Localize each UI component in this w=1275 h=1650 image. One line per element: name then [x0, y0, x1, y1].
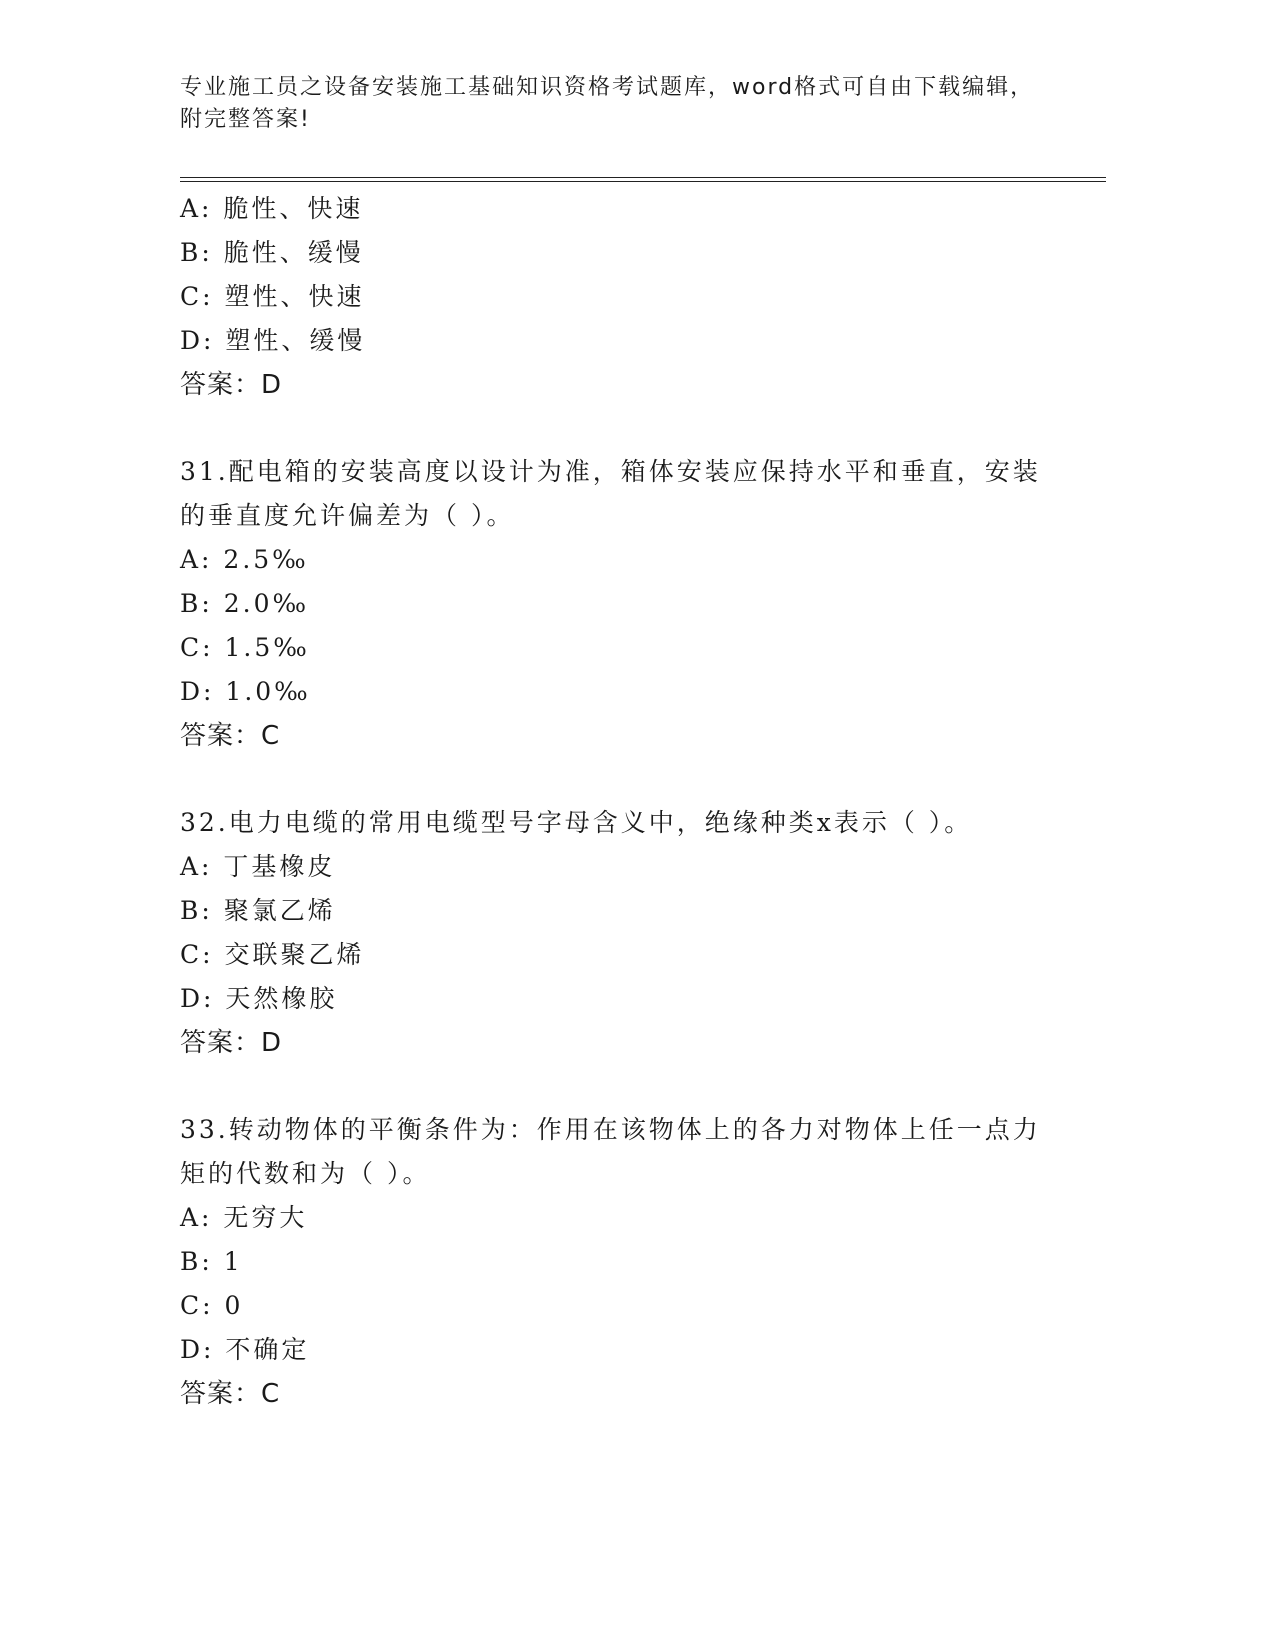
- spacer: [180, 407, 1060, 450]
- option-a: A: 2.5‰: [180, 545, 309, 574]
- answer: 答案：D: [180, 1028, 283, 1058]
- option-c: C: 塑性、快速: [180, 282, 365, 311]
- answer: 答案：C: [180, 721, 281, 751]
- question-33: [180, 1108, 1060, 1416]
- header-line-2: 附完整答案!: [180, 107, 311, 132]
- question-list: [180, 187, 1060, 1416]
- option-c: C: 交联聚乙烯: [180, 940, 365, 969]
- option-c: C: 1.5‰: [180, 633, 310, 662]
- option-c: C: 0: [180, 1291, 244, 1320]
- question-stem-line: 矩的代数和为（ ）。: [180, 1159, 431, 1188]
- spacer: [180, 758, 1060, 801]
- option-b: B: 2.0‰: [180, 589, 310, 618]
- option-b: B: 脆性、缓慢: [180, 238, 364, 267]
- header-line-1: 专业施工员之设备安装施工基础知识资格考试题库，word格式可自由下载编辑，: [180, 75, 1035, 100]
- option-d: D: 1.0‰: [180, 677, 311, 706]
- question-stem-line: 31.配电箱的安装高度以设计为准，箱体安装应保持水平和垂直，安装: [180, 457, 1041, 486]
- option-b: B: 聚氯乙烯: [180, 896, 336, 925]
- option-d: D: 塑性、缓慢: [180, 326, 366, 355]
- option-a: A: 脆性、快速: [180, 194, 364, 223]
- question-32: [180, 801, 1060, 1065]
- document-header: [180, 72, 1040, 136]
- spacer: [180, 1065, 1060, 1108]
- question-30: [180, 187, 1060, 407]
- option-d: D: 天然橡胶: [180, 984, 338, 1013]
- question-stem-line: 的垂直度允许偏差为（ ）。: [180, 501, 515, 530]
- option-a: A: 无穷大: [180, 1203, 308, 1232]
- option-d: D: 不确定: [180, 1335, 310, 1364]
- answer: 答案：C: [180, 1379, 281, 1409]
- answer: 答案：D: [180, 370, 283, 400]
- question-stem-line: 32.电力电缆的常用电缆型号字母含义中，绝缘种类x表示（ ）。: [180, 808, 973, 837]
- header-divider-bottom: [180, 181, 1106, 182]
- header-divider-top: [180, 177, 1106, 178]
- option-a: A: 丁基橡皮: [180, 852, 336, 881]
- question-31: [180, 450, 1060, 758]
- question-stem-line: 33.转动物体的平衡条件为：作用在该物体上的各力对物体上任一点力: [180, 1115, 1041, 1144]
- option-b: B: 1: [180, 1247, 243, 1276]
